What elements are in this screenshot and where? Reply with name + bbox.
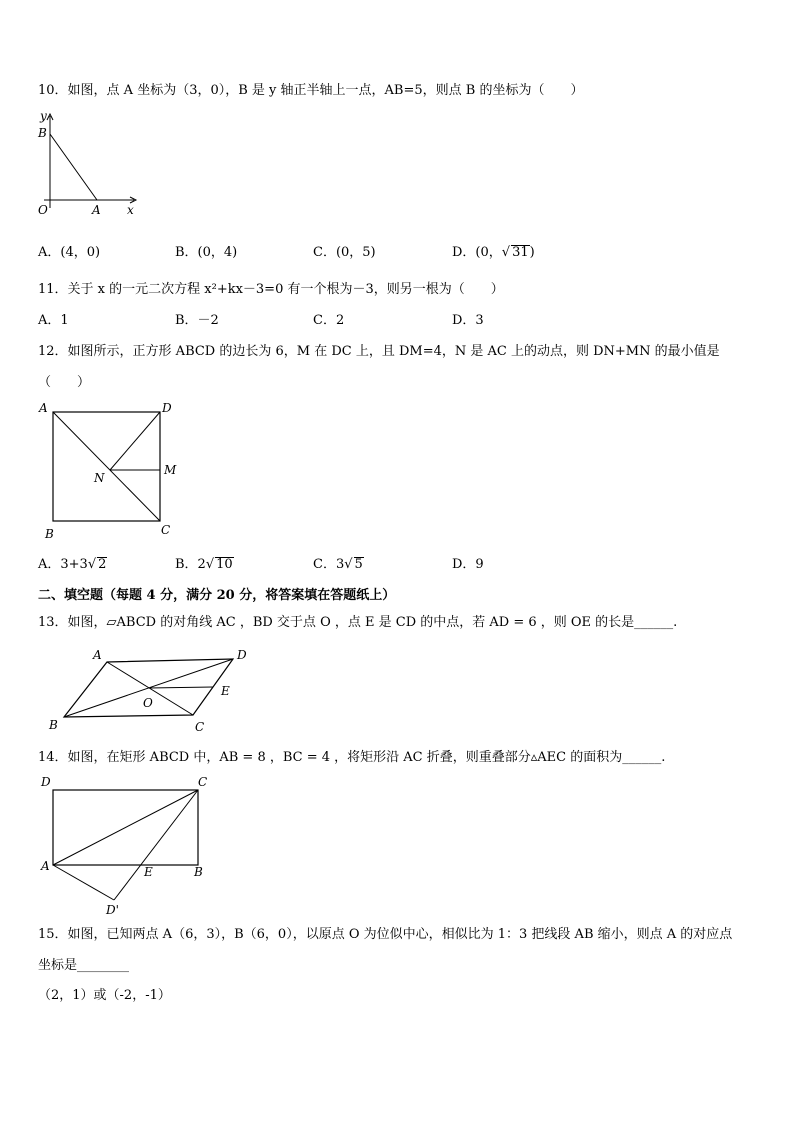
question-10-text: 10．如图，点 A 坐标为（3，0），B 是 y 轴正半轴上一点，AB=5，则点 B 的坐标为（ ） [38, 83, 584, 98]
label-n: N [94, 471, 105, 485]
label-x: x [127, 203, 134, 217]
q10-option-d-suffix: ) [529, 245, 535, 260]
question-15-text-line2: 坐标是________ [38, 958, 130, 973]
q12-option-c: C．3√ 5 [313, 557, 363, 572]
q13-parallelogram-figure [45, 645, 270, 737]
q12-option-b: B．2√ 10 [175, 557, 233, 572]
label-d: D [237, 648, 247, 662]
q10-option-d: D．(0，√ 31) [452, 245, 535, 260]
label-m: M [164, 463, 177, 477]
label-b: B [49, 718, 58, 732]
label-a: A [92, 203, 101, 217]
label-d: D [162, 401, 172, 415]
q10-option-d-radical: 31 [512, 245, 529, 260]
q10-option-a: A．(4，0) [38, 245, 101, 260]
q11-option-d: D．3 [452, 313, 484, 328]
q11-option-b: B．－2 [175, 313, 219, 328]
question-13-text: 13．如图，▱ABCD 的对角线 AC ，BD 交于点 O ，点 E 是 CD 的中点，若 AD = 6 ，则 OE 的长是______. [38, 615, 678, 630]
label-e: E [144, 865, 153, 879]
q10-option-b: B．(0，4) [175, 245, 238, 260]
q12-option-c-prefix: C．3 [313, 557, 345, 572]
label-b: B [45, 527, 54, 541]
question-11-text: 11．关于 x 的一元二次方程 x²+kx－3=0 有一个根为－3，则另一根为（ ） [38, 282, 504, 297]
q12-option-a: A．3+3√ 2 [38, 557, 107, 572]
q14-rectangle-figure [36, 773, 216, 918]
label-y: y [40, 109, 47, 123]
section-2-heading: 二、填空题（每题 4 分，满分 20 分，将答案填在答题纸上） [38, 588, 396, 603]
q12-square-figure [36, 398, 186, 543]
label-o: O [143, 696, 153, 710]
label-c: C [195, 720, 205, 734]
label-o: O [38, 203, 48, 217]
q11-option-c: C．2 [313, 313, 345, 328]
question-12-paren: （ ） [38, 375, 91, 390]
label-a: A [41, 859, 50, 873]
label-b: B [194, 865, 203, 879]
q12-option-c-radical: 5 [354, 557, 363, 572]
label-e: E [221, 684, 230, 698]
q10-option-c: C．(0，5) [313, 245, 376, 260]
question-14-text: 14．如图，在矩形 ABCD 中，AB = 8 ，BC = 4 ，将矩形沿 AC 折叠，则重叠部分▵AEC 的面积为______. [38, 750, 666, 765]
question-15-text-line1: 15．如图，已知两点 A（6，3），B（6，0），以原点 O 为位似中心，相似比为 1：3 把线段 AB 缩小，则点 A 的对应点 [38, 927, 733, 942]
label-c: C [198, 775, 208, 789]
q12-option-a-prefix: A．3+3 [38, 557, 88, 572]
q10-coordinate-figure [30, 110, 145, 220]
q12-option-a-radical: 2 [98, 557, 107, 572]
q11-option-a: A．1 [38, 313, 69, 328]
q12-option-d: D．9 [452, 557, 484, 572]
label-c: C [161, 523, 171, 537]
question-12-text: 12．如图所示，正方形 ABCD 的边长为 6，M 在 DC 上，且 DM=4，N 是 AC 上的动点，则 DN+MN 的最小值是 [38, 344, 720, 359]
label-b: B [38, 126, 47, 140]
q12-option-b-prefix: B．2 [175, 557, 206, 572]
q10-option-d-prefix: D．(0， [452, 245, 502, 260]
label-d-prime: D' [106, 903, 119, 917]
label-d: D [41, 775, 51, 789]
question-15-answer: （2，1）或（-2，-1） [38, 988, 171, 1003]
q12-option-b-radical: 10 [216, 557, 233, 572]
label-a: A [39, 401, 48, 415]
label-a: A [93, 648, 102, 662]
